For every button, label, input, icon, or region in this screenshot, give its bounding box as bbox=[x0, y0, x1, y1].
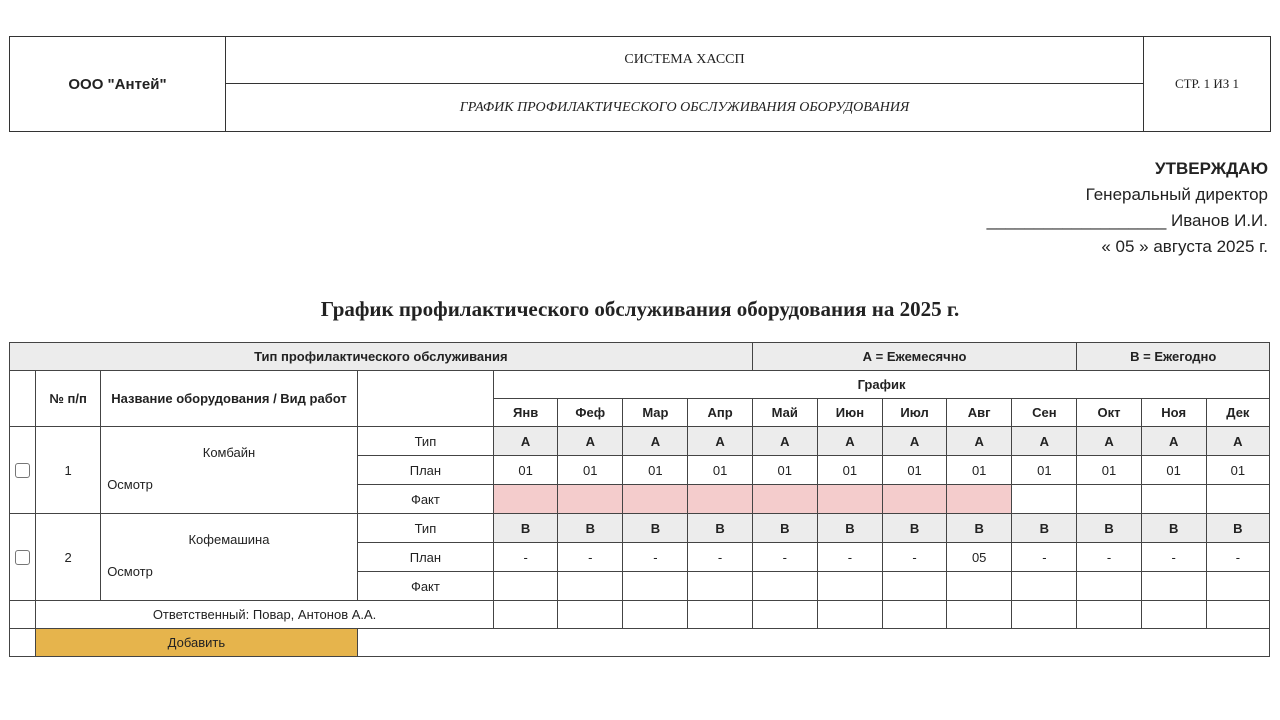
type-cell: А bbox=[947, 427, 1012, 456]
fact-cell[interactable] bbox=[817, 485, 882, 514]
type-cell: А bbox=[882, 427, 946, 456]
type-cell: А bbox=[752, 427, 817, 456]
fact-cell[interactable] bbox=[494, 485, 558, 514]
organization-name: ООО "Антей" bbox=[10, 37, 226, 132]
type-cell: А bbox=[1012, 427, 1077, 456]
fact-cell[interactable] bbox=[494, 572, 558, 601]
type-cell: В bbox=[558, 514, 623, 543]
plan-cell: 01 bbox=[752, 456, 817, 485]
plan-cell: - bbox=[882, 543, 946, 572]
approval-date: « 05 » августа 2025 г. bbox=[1101, 237, 1268, 256]
footer-cell bbox=[1206, 601, 1269, 629]
type-cell: А bbox=[494, 427, 558, 456]
page-number: СТР. 1 ИЗ 1 bbox=[1144, 37, 1271, 132]
type-cell: В bbox=[1141, 514, 1206, 543]
document-name: ГРАФИК ПРОФИЛАКТИЧЕСКОГО ОБСЛУЖИВАНИЯ ОБОРУДОВАНИЯ bbox=[226, 84, 1144, 132]
footer-cell bbox=[494, 601, 558, 629]
schedule-header: График bbox=[494, 371, 1270, 399]
legend-monthly: А = Ежемесячно bbox=[752, 343, 1077, 371]
footer-cell bbox=[882, 601, 946, 629]
row-label-plan: План bbox=[357, 543, 493, 572]
item-number: 2 bbox=[36, 514, 101, 601]
fact-cell[interactable] bbox=[558, 572, 623, 601]
month-header: Дек bbox=[1206, 399, 1269, 427]
month-header: Апр bbox=[688, 399, 752, 427]
plan-cell: - bbox=[1012, 543, 1077, 572]
equipment-name: Кофемашина bbox=[188, 532, 270, 547]
footer-cell bbox=[688, 601, 752, 629]
footer-cell bbox=[623, 601, 688, 629]
row-select-cell bbox=[10, 514, 36, 601]
item-number: 1 bbox=[36, 427, 101, 514]
plan-cell: 01 bbox=[688, 456, 752, 485]
type-cell: В bbox=[494, 514, 558, 543]
plan-cell: - bbox=[1206, 543, 1269, 572]
footer-cell bbox=[558, 601, 623, 629]
fact-cell[interactable] bbox=[1141, 572, 1206, 601]
type-cell: В bbox=[1206, 514, 1269, 543]
type-cell: А bbox=[817, 427, 882, 456]
footer-empty-cell bbox=[10, 601, 36, 629]
type-cell: А bbox=[1077, 427, 1141, 456]
type-cell: В bbox=[1012, 514, 1077, 543]
plan-cell: - bbox=[688, 543, 752, 572]
fact-cell[interactable] bbox=[1012, 485, 1077, 514]
month-header: Июл bbox=[882, 399, 946, 427]
row-label-plan: План bbox=[357, 456, 493, 485]
type-cell: В bbox=[752, 514, 817, 543]
row-select-cell bbox=[10, 427, 36, 514]
month-header: Окт bbox=[1077, 399, 1141, 427]
plan-cell: 01 bbox=[947, 456, 1012, 485]
fact-cell[interactable] bbox=[1141, 485, 1206, 514]
fact-cell[interactable] bbox=[752, 572, 817, 601]
approval-signature: ___________________ Иванов И.И. bbox=[986, 211, 1268, 230]
legend-yearly: В = Ежегодно bbox=[1077, 343, 1270, 371]
system-name: СИСТЕМА ХАССП bbox=[226, 37, 1144, 84]
plan-cell: 01 bbox=[494, 456, 558, 485]
plan-cell: - bbox=[494, 543, 558, 572]
type-cell: В bbox=[947, 514, 1012, 543]
plan-cell: 01 bbox=[1077, 456, 1141, 485]
plan-cell: - bbox=[623, 543, 688, 572]
equipment-name: Комбайн bbox=[202, 445, 256, 460]
approval-title: УТВЕРЖДАЮ bbox=[1155, 159, 1268, 178]
month-header: Авг bbox=[947, 399, 1012, 427]
footer-empty-cell bbox=[357, 629, 1269, 657]
plan-cell: 01 bbox=[623, 456, 688, 485]
column-number: № п/п bbox=[36, 371, 101, 427]
row-checkbox[interactable] bbox=[15, 550, 30, 565]
row-label-type: Тип bbox=[357, 427, 493, 456]
footer-cell bbox=[1012, 601, 1077, 629]
footer-cell bbox=[947, 601, 1012, 629]
plan-cell: 05 bbox=[947, 543, 1012, 572]
fact-cell[interactable] bbox=[947, 572, 1012, 601]
month-header: Мар bbox=[623, 399, 688, 427]
document-header bbox=[9, 36, 1271, 132]
column-row-label bbox=[357, 371, 493, 427]
type-cell: А bbox=[1141, 427, 1206, 456]
month-header: Янв bbox=[494, 399, 558, 427]
approval-block bbox=[987, 156, 1268, 260]
plan-cell: - bbox=[817, 543, 882, 572]
plan-cell: - bbox=[1077, 543, 1141, 572]
type-cell: А bbox=[623, 427, 688, 456]
type-cell: В bbox=[882, 514, 946, 543]
fact-cell[interactable] bbox=[752, 485, 817, 514]
type-cell: В bbox=[1077, 514, 1141, 543]
month-header: Сен bbox=[1012, 399, 1077, 427]
fact-cell[interactable] bbox=[817, 572, 882, 601]
table-row bbox=[10, 514, 1270, 543]
month-header: Май bbox=[752, 399, 817, 427]
column-equipment-name: Название оборудования / Вид работ bbox=[101, 371, 358, 427]
plan-cell: 01 bbox=[1141, 456, 1206, 485]
month-header: Феф bbox=[558, 399, 623, 427]
row-checkbox[interactable] bbox=[15, 463, 30, 478]
row-label-fact: Факт bbox=[357, 485, 493, 514]
fact-cell[interactable] bbox=[1077, 572, 1141, 601]
plan-cell: - bbox=[752, 543, 817, 572]
fact-cell[interactable] bbox=[1012, 572, 1077, 601]
add-button[interactable]: Добавить bbox=[36, 629, 358, 657]
maintenance-schedule-table bbox=[9, 342, 1270, 657]
type-cell: А bbox=[688, 427, 752, 456]
row-label-fact: Факт bbox=[357, 572, 493, 601]
plan-cell: 01 bbox=[817, 456, 882, 485]
header-checkbox-col bbox=[10, 371, 36, 427]
month-header: Июн bbox=[817, 399, 882, 427]
page-title: График профилактического обслуживания оборудования на 2025 г. bbox=[320, 297, 960, 321]
approval-position: Генеральный директор bbox=[1085, 185, 1268, 204]
plan-cell: - bbox=[558, 543, 623, 572]
fact-cell[interactable] bbox=[1077, 485, 1141, 514]
month-header: Ноя bbox=[1141, 399, 1206, 427]
fact-cell[interactable] bbox=[1206, 572, 1269, 601]
plan-cell: 01 bbox=[1012, 456, 1077, 485]
table-row bbox=[10, 427, 1270, 456]
type-cell: В bbox=[817, 514, 882, 543]
type-cell: А bbox=[558, 427, 623, 456]
type-cell: В bbox=[688, 514, 752, 543]
equipment-cell bbox=[101, 514, 358, 601]
work-type: Осмотр bbox=[107, 477, 153, 492]
plan-cell: 01 bbox=[558, 456, 623, 485]
footer-empty-cell bbox=[10, 629, 36, 657]
footer-cell bbox=[752, 601, 817, 629]
fact-cell[interactable] bbox=[558, 485, 623, 514]
fact-cell[interactable] bbox=[623, 572, 688, 601]
responsible-person: Ответственный: Повар, Антонов А.А. bbox=[36, 601, 494, 629]
equipment-cell bbox=[101, 427, 358, 514]
fact-cell[interactable] bbox=[1206, 485, 1269, 514]
type-cell: А bbox=[1206, 427, 1269, 456]
plan-cell: - bbox=[1141, 543, 1206, 572]
footer-cell bbox=[1141, 601, 1206, 629]
fact-cell[interactable] bbox=[688, 572, 752, 601]
row-label-type: Тип bbox=[357, 514, 493, 543]
fact-cell[interactable] bbox=[688, 485, 752, 514]
footer-cell bbox=[817, 601, 882, 629]
maintenance-type-label: Тип профилактического обслуживания bbox=[10, 343, 753, 371]
fact-cell[interactable] bbox=[623, 485, 688, 514]
type-cell: В bbox=[623, 514, 688, 543]
footer-cell bbox=[1077, 601, 1141, 629]
fact-cell[interactable] bbox=[947, 485, 1012, 514]
work-type: Осмотр bbox=[107, 564, 153, 579]
fact-cell[interactable] bbox=[882, 485, 946, 514]
plan-cell: 01 bbox=[1206, 456, 1269, 485]
fact-cell[interactable] bbox=[882, 572, 946, 601]
plan-cell: 01 bbox=[882, 456, 946, 485]
